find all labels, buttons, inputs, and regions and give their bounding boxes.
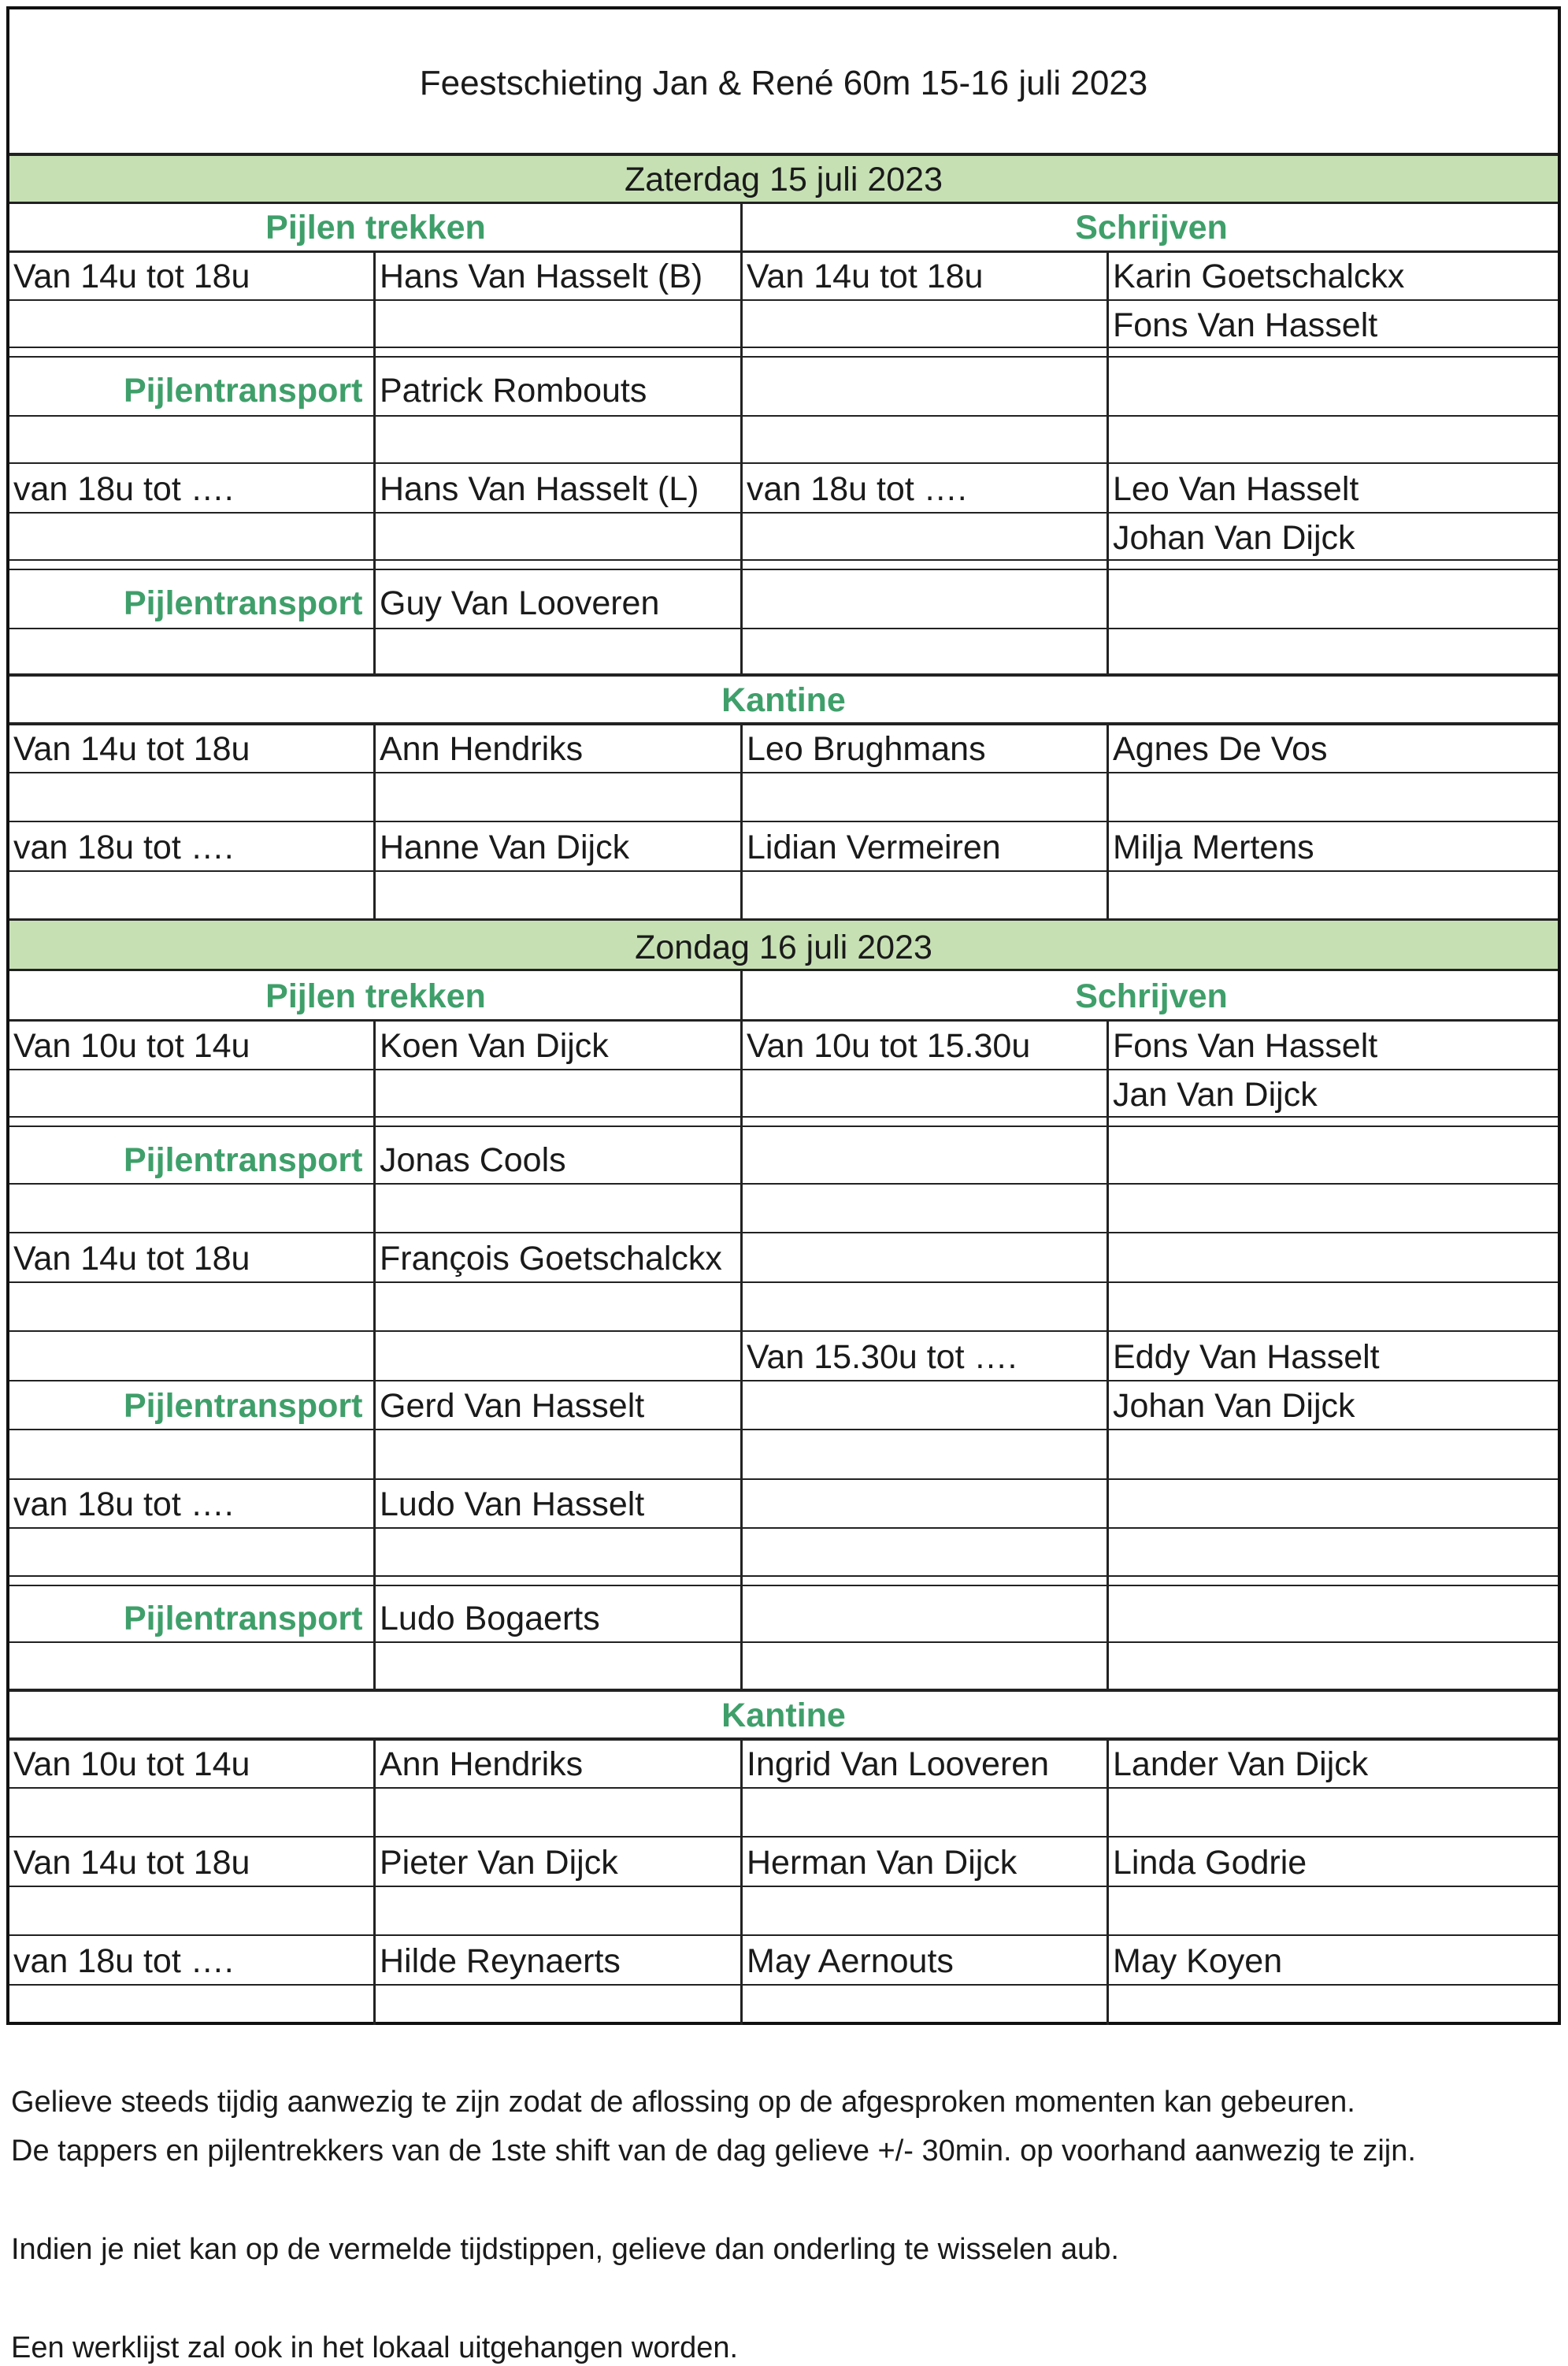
header-kantine-sun: Kantine xyxy=(721,1697,846,1734)
sat-pull-time-1: Van 14u tot 18u xyxy=(13,258,250,295)
sun-kantine-3c: May Koyen xyxy=(1113,1942,1283,1980)
sun-kantine-2b: Herman Van Dijck xyxy=(747,1844,1018,1882)
sat-write-time-2: van 18u tot …. xyxy=(747,470,967,508)
sun-kantine-time-1: Van 10u tot 14u xyxy=(13,1745,250,1783)
sun-writer-1a: Fons Van Hasselt xyxy=(1113,1027,1378,1065)
sun-pull-time-1: Van 10u tot 14u xyxy=(13,1027,250,1065)
sun-transport-2: Gerd Van Hasselt xyxy=(380,1387,645,1425)
sun-write-time-2: Van 15.30u tot …. xyxy=(747,1338,1018,1376)
sun-kantine-3a: Hilde Reynaerts xyxy=(380,1942,621,1980)
note-2: De tappers en pijlentrekkers van de 1ste shift van de dag gelieve +/- 30min. op voorhand aanwezig te zijn. xyxy=(11,2134,1416,2168)
sun-puller-2: François Goetschalckx xyxy=(380,1240,722,1278)
sun-transport-label-3: Pijlentransport xyxy=(124,1600,363,1637)
sat-kantine-time-2: van 18u tot …. xyxy=(13,829,234,866)
sat-writer-2b: Johan Van Dijck xyxy=(1113,519,1355,557)
sun-write-time-1: Van 10u tot 15.30u xyxy=(747,1027,1031,1065)
note-4: Een werklijst zal ook in het lokaal uitgehangen worden. xyxy=(11,2331,739,2364)
sun-kantine-3b: May Aernouts xyxy=(747,1942,954,1980)
schedule-table xyxy=(6,6,1561,2025)
sat-kantine-2b: Lidian Vermeiren xyxy=(747,829,1001,866)
header-kantine-sat: Kantine xyxy=(721,681,846,719)
sat-kantine-2a: Hanne Van Dijck xyxy=(380,829,630,866)
sat-writer-2a: Leo Van Hasselt xyxy=(1113,470,1359,508)
sun-pull-time-3: van 18u tot …. xyxy=(13,1485,234,1523)
sat-transport-label-1: Pijlentransport xyxy=(124,372,363,410)
sat-kantine-2c: Milja Mertens xyxy=(1113,829,1314,866)
sat-kantine-1a: Ann Hendriks xyxy=(380,730,584,768)
sat-transport-1: Patrick Rombouts xyxy=(380,372,647,410)
sat-pull-time-2: van 18u tot …. xyxy=(13,470,234,508)
sun-kantine-2c: Linda Godrie xyxy=(1113,1844,1307,1882)
sat-transport-label-2: Pijlentransport xyxy=(124,584,363,622)
sun-puller-1: Koen Van Dijck xyxy=(380,1027,609,1065)
sun-kantine-time-3: van 18u tot …. xyxy=(13,1942,234,1980)
header-pijlen-trekken-sat: Pijlen trekken xyxy=(265,209,486,247)
sun-kantine-1a: Ann Hendriks xyxy=(380,1745,584,1783)
note-1: Gelieve steeds tijdig aanwezig te zijn zodat de aflossing op de afgesproken momenten kan gebeuren. xyxy=(11,2086,1355,2119)
sun-transport-1: Jonas Cools xyxy=(380,1141,566,1179)
note-3: Indien je niet kan op de vermelde tijdstippen, gelieve dan onderling te wisselen aub. xyxy=(11,2233,1119,2266)
sun-kantine-1b: Ingrid Van Looveren xyxy=(747,1745,1050,1783)
sun-transport-label-1: Pijlentransport xyxy=(124,1141,363,1179)
header-schrijven-sat: Schrijven xyxy=(1075,209,1228,247)
sun-pull-time-2: Van 14u tot 18u xyxy=(13,1240,250,1278)
day-title-saturday: Zaterdag 15 juli 2023 xyxy=(624,161,943,198)
sun-writer-2b: Johan Van Dijck xyxy=(1113,1387,1355,1425)
sat-puller-1: Hans Van Hasselt (B) xyxy=(380,258,703,295)
sun-writer-2a: Eddy Van Hasselt xyxy=(1113,1338,1380,1376)
sun-kantine-time-2: Van 14u tot 18u xyxy=(13,1844,250,1882)
header-schrijven-sun: Schrijven xyxy=(1075,977,1228,1015)
sat-kantine-1c: Agnes De Vos xyxy=(1113,730,1328,768)
sun-puller-3: Ludo Van Hasselt xyxy=(380,1485,645,1523)
page-title: Feestschieting Jan & René 60m 15-16 juli 2023 xyxy=(419,64,1148,102)
sun-transport-3: Ludo Bogaerts xyxy=(380,1600,600,1637)
sat-kantine-1b: Leo Brughmans xyxy=(747,730,986,768)
header-pijlen-trekken-sun: Pijlen trekken xyxy=(265,977,486,1015)
sat-puller-2: Hans Van Hasselt (L) xyxy=(380,470,699,508)
sat-write-time-1: Van 14u tot 18u xyxy=(747,258,984,295)
sat-writer-1b: Fons Van Hasselt xyxy=(1113,306,1378,344)
sun-transport-label-2: Pijlentransport xyxy=(124,1387,363,1425)
sun-kantine-1c: Lander Van Dijck xyxy=(1113,1745,1369,1783)
sun-writer-1b: Jan Van Dijck xyxy=(1113,1076,1318,1114)
sat-writer-1a: Karin Goetschalckx xyxy=(1113,258,1405,295)
sat-transport-2: Guy Van Looveren xyxy=(380,584,660,622)
day-title-sunday: Zondag 16 juli 2023 xyxy=(635,929,932,966)
sun-kantine-2a: Pieter Van Dijck xyxy=(380,1844,618,1882)
sat-kantine-time-1: Van 14u tot 18u xyxy=(13,730,250,768)
